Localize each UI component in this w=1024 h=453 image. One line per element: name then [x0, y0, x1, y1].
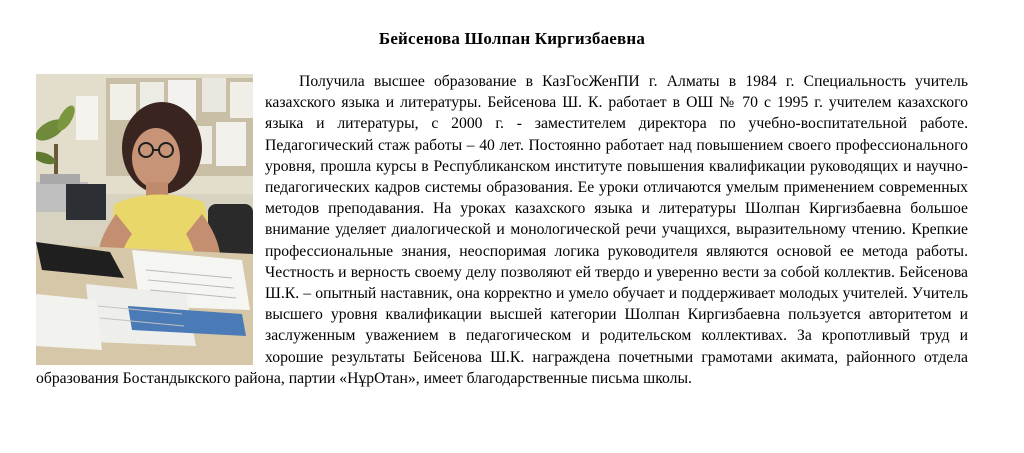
- biography-paragraph: [36, 71, 968, 389]
- photo-spacer: [36, 71, 265, 367]
- biography-text: Получила высшее образование в КазГосЖенПИ г. Алматы в 1984 г. Специальность учитель казахского языка и литературы. Бейсенова Ш. К. работает в ОШ № 70 с 1995 г. учителем казахского языка и литературы, с 2000 г. - заместителем директора по учебно-воспитательной работе. Педагогический стаж работы – 40 лет. Постоянно работает над повышением своего профессионального уровня, прошла курсы в Республиканском институте повышения квалификации руководящих и научно-педагогических кадров системы образования. Ее уроки отличаются умелым применением современных методов преподавания. На уроках казахского языка и литературы Шолпан Киргизбаевна большое внимание уделяет диалогической и монологической речи учащихся, выразительному чтению. Крепкие профессиональные знания, неоспоримая логика руководителя являются основой ее метода работы. Честность и верность своему делу позволяют ей твердо и уверенно вести за собой коллектив. Бейсенова Ш.К. – опытный наставник, она корректно и умело обучает и поддерживает молодых учителей. Учитель высшего уровня квалификации высшей категории Шолпан Киргизбаевна пользуется авторитетом и заслуженным уважением в педагогическом и родительском коллективах. За кропотливый труд и хорошие результаты Бейсенова Ш.К. награждена почетными грамотами акимата, районного отдела образования Бостандыкского района, партии «НұрОтан», имеет благодарственные письма школы.: [36, 73, 968, 387]
- page-title: Бейсенова Шолпан Киргизбаевна: [378, 29, 646, 48]
